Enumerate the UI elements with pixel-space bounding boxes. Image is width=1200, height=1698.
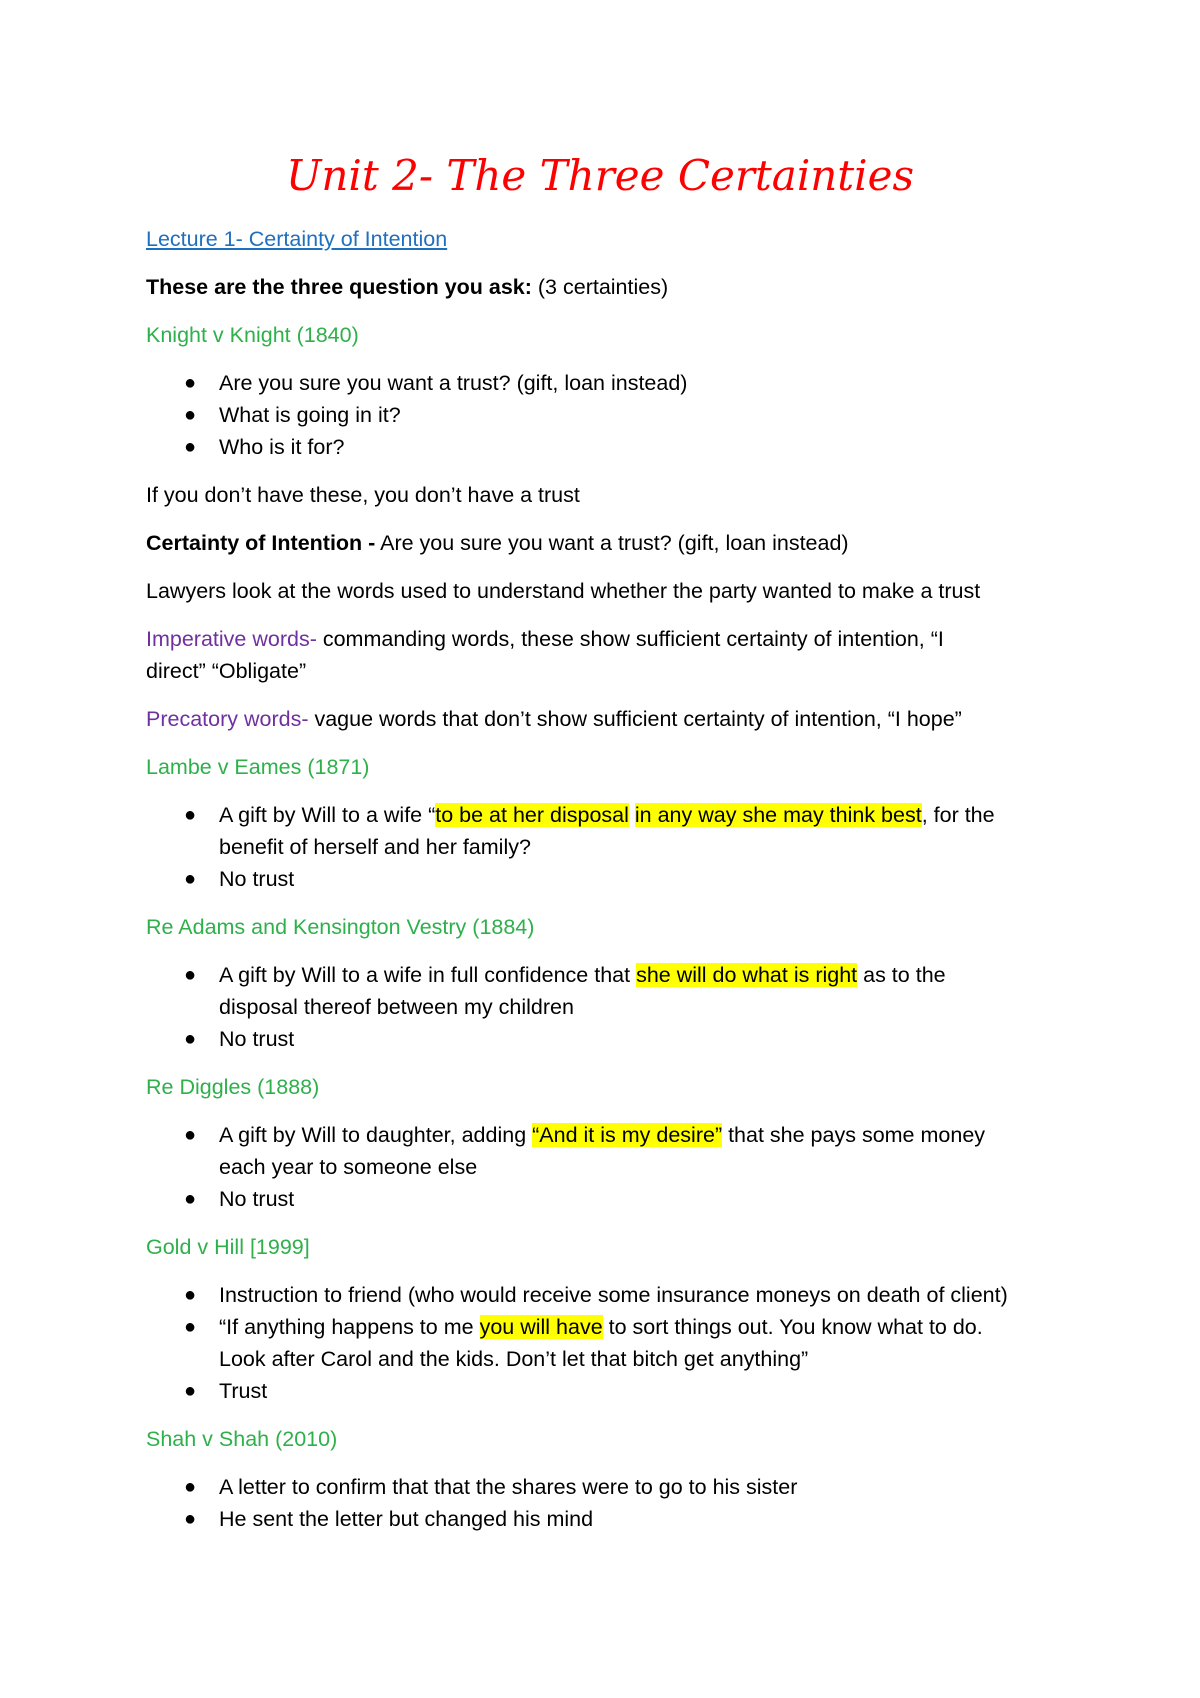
bullet-icon: ● (184, 1508, 197, 1530)
case-heading-gold: Gold v Hill [1999] (146, 1235, 310, 1259)
list-item-continuation: benefit of herself and her family? (219, 835, 531, 859)
bullet-icon: ● (184, 1316, 197, 1338)
bullet-icon: ● (184, 372, 197, 394)
bullet-icon: ● (184, 964, 197, 986)
text-run: A gift by Will to daughter, adding (219, 1123, 533, 1147)
text-run: as to the (857, 963, 946, 987)
list-item (219, 1120, 985, 1150)
highlight: “And it is my desire” (532, 1123, 723, 1147)
highlight: in any way she may think best (634, 803, 922, 827)
text-run: “If anything happens to me (219, 1315, 480, 1339)
intro-bold: These are the three question you ask: (146, 275, 532, 299)
bullet-icon: ● (184, 804, 197, 826)
highlight: you will have (479, 1315, 603, 1339)
case-heading-shah: Shah v Shah (2010) (146, 1427, 338, 1451)
bullet-icon: ● (184, 1188, 197, 1210)
bullet-icon: ● (184, 1380, 197, 1402)
case-heading-lambe: Lambe v Eames (1871) (146, 755, 370, 779)
text-run: A gift by Will to a wife “ (219, 803, 436, 827)
precatory-line (146, 704, 962, 734)
bullet-icon: ● (184, 436, 197, 458)
list-item (219, 960, 946, 990)
list-item: No trust (219, 867, 295, 891)
case-heading-diggles: Re Diggles (1888) (146, 1075, 320, 1099)
text-run: to sort things out. You know what to do. (602, 1315, 983, 1339)
imperative-label: Imperative words- (146, 627, 317, 651)
imperative-rest: commanding words, these show sufficient certainty of intention, “I (316, 627, 944, 651)
page-title: Unit 2- The Three Certainties (285, 151, 915, 200)
list-item-continuation: each year to someone else (219, 1155, 478, 1179)
list-item: Instruction to friend (who would receive some insurance moneys on death of client) (219, 1283, 1008, 1307)
list-item: No trust (219, 1187, 295, 1211)
list-item: Who is it for? (219, 435, 345, 459)
certainty-intention-bold: Certainty of Intention - (146, 531, 376, 555)
list-item: A letter to confirm that that the shares were to go to his sister (219, 1475, 798, 1499)
paragraph-no-trust: If you don’t have these, you don’t have a trust (146, 483, 580, 507)
bullet-icon: ● (184, 1028, 197, 1050)
intro-line (146, 272, 668, 302)
intro-rest: (3 certainties) (531, 275, 669, 299)
list-item-continuation: disposal thereof between my children (219, 995, 574, 1019)
highlight: to be at her disposal (435, 803, 629, 827)
precatory-label: Precatory words- (146, 707, 309, 731)
list-item (219, 800, 995, 830)
list-item: He sent the letter but changed his mind (219, 1507, 594, 1531)
precatory-rest: vague words that don’t show sufficient certainty of intention, “I hope” (308, 707, 962, 731)
highlight: she will do what is right (636, 963, 858, 987)
text-run: that she pays some money (722, 1123, 986, 1147)
list-item: Are you sure you want a trust? (gift, loan instead) (219, 371, 688, 395)
case-heading-knight: Knight v Knight (1840) (146, 323, 359, 347)
text-run: , for the (921, 803, 995, 827)
list-item (219, 1312, 983, 1342)
bullet-icon: ● (184, 1476, 197, 1498)
text-run: A gift by Will to a wife in full confidence that (219, 963, 637, 987)
bullet-icon: ● (184, 1284, 197, 1306)
list-item: Trust (219, 1379, 268, 1403)
paragraph-lawyers: Lawyers look at the words used to understand whether the party wanted to make a trust (146, 579, 981, 603)
case-heading-adams: Re Adams and Kensington Vestry (1884) (146, 915, 535, 939)
imperative-line (146, 624, 944, 654)
certainty-intention-rest: Are you sure you want a trust? (gift, loan instead) (375, 531, 849, 555)
certainty-intention-line (146, 528, 849, 558)
list-item: No trust (219, 1027, 295, 1051)
lecture-heading[interactable]: Lecture 1- Certainty of Intention (146, 227, 448, 251)
imperative-line-2: direct” “Obligate” (146, 659, 307, 683)
bullet-icon: ● (184, 1124, 197, 1146)
bullet-icon: ● (184, 868, 197, 890)
list-item: What is going in it? (219, 403, 401, 427)
list-item-continuation: Look after Carol and the kids. Don’t let that bitch get anything” (219, 1347, 809, 1371)
bullet-icon: ● (184, 404, 197, 426)
